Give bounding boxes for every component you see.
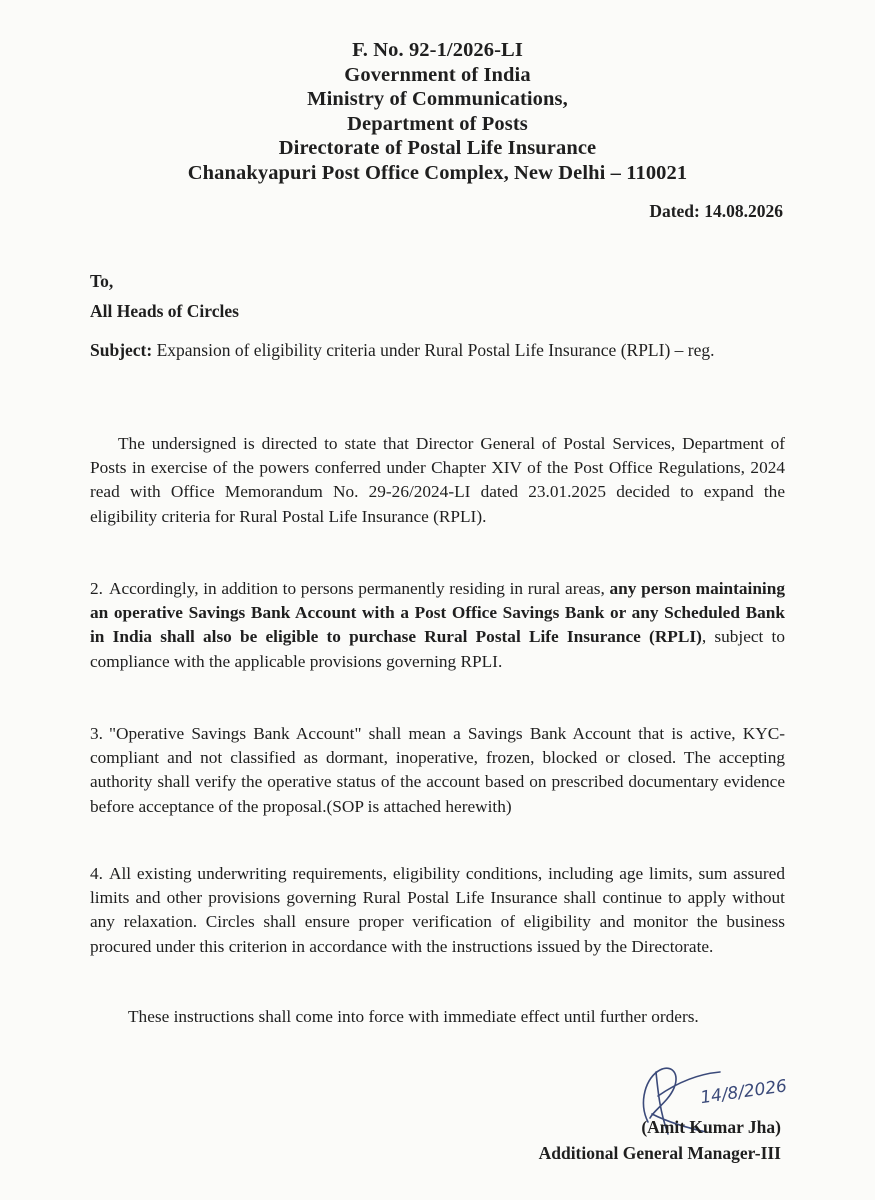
header-line-government: Government of India <box>344 63 531 86</box>
header-line-department: Department of Posts <box>347 112 528 135</box>
file-number: F. No. 92-1/2026-LI <box>352 39 523 61</box>
paragraph-2-number: 2. <box>90 579 103 598</box>
paragraph-2 <box>90 577 785 674</box>
paragraph-3-number: 3. <box>90 724 103 743</box>
to-label: To, <box>90 271 114 291</box>
subject-label: Subject: <box>90 340 153 360</box>
paragraph-2-text-pre: Accordingly, in addition to persons permanently residing in rural areas, <box>108 579 610 598</box>
subject-line <box>90 338 785 362</box>
header-line-address: Chanakyapuri Post Office Complex, New Delhi – 110021 <box>187 161 688 184</box>
paragraph-1: The undersigned is directed to state that Director General of Postal Services, Department of Posts in exercise of the powers conferred under Chapter XIV of the Post Office Regulations, 2024 read with Office Memorandum No. 29-26/2024-LI dated 23.01.2025 decided to expand the eligibility criteria for Rural Postal Life Insurance (RPLI). <box>90 434 785 526</box>
header-line-ministry: Ministry of Communications, <box>307 88 568 110</box>
letterhead <box>0 38 875 185</box>
dated-line: Dated: 14.08.2026 <box>649 201 783 221</box>
recipient: All Heads of Circles <box>90 301 239 321</box>
paragraph-4-text: All existing underwriting requirements, eligibility conditions, including age limits, sum assured limits and other provisions governing Rural Postal Life Insurance shall continue to apply without any relaxation. Circles shall ensure proper verification of eligibility and monitor the business procured under this criterion in accordance with the instructions issued by the Directorate. <box>90 864 785 956</box>
paragraph-4 <box>90 862 785 959</box>
paragraph-3 <box>90 722 785 819</box>
paragraph-5: These instructions shall come into force with immediate effect until further orders. <box>128 1007 699 1026</box>
paragraph-4-number: 4. <box>90 864 103 883</box>
paragraph-3-text: "Operative Savings Bank Account" shall mean a Savings Bank Account that is active, KYC-compliant and not classified as dormant, inoperative, frozen, blocked or closed. The accepting authority shall verify the operative status of the account based on prescribed documentary evidence before acceptance of the proposal.(SOP is attached herewith) <box>90 724 785 816</box>
signatory-designation: Additional General Manager-III <box>538 1143 781 1163</box>
subject-text: Expansion of eligibility criteria under Rural Postal Life Insurance (RPLI) – reg. <box>152 340 715 360</box>
paragraph-2-text-post: , subject to compliance with the applicable provisions governing RPLI. <box>90 627 785 671</box>
signatory-name: (Amit Kumar Jha) <box>641 1117 781 1137</box>
paragraph-2-text-bold: any person maintaining an operative Savings Bank Account with a Post Office Savings Bank or any Scheduled Bank in India shall also be eligible to purchase Rural Postal Life Insurance (RPLI) <box>90 579 785 647</box>
header-line-directorate: Directorate of Postal Life Insurance <box>278 137 597 159</box>
signature-date-text: 14/8/2026 <box>699 1076 789 1109</box>
